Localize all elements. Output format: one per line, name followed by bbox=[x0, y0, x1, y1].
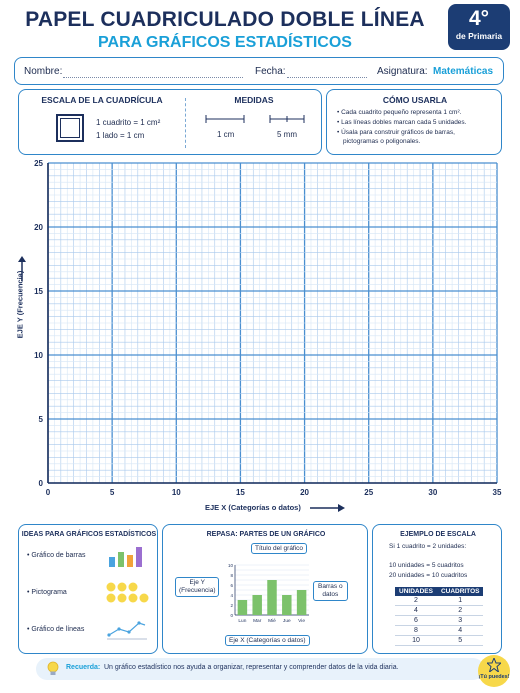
x-tick-label: 0 bbox=[45, 488, 51, 497]
label-bars: Barras o datos bbox=[313, 581, 348, 601]
mini-bar bbox=[297, 590, 306, 615]
mini-x-tick: Mié bbox=[268, 619, 276, 624]
square-icon bbox=[56, 114, 84, 142]
mini-y-tick: 8 bbox=[230, 573, 233, 578]
x-axis-label: EJE X (Categorías o datos) bbox=[205, 503, 301, 512]
table-row: 10 5 bbox=[395, 636, 483, 646]
date-field[interactable] bbox=[287, 77, 367, 78]
table-row: 2 1 bbox=[395, 596, 483, 606]
reminder-bar bbox=[36, 658, 484, 680]
scale-title: ESCALA DE LA CUADRÍCULA bbox=[41, 95, 163, 105]
measure-2: 5 mm bbox=[277, 130, 297, 139]
reminder-label: Recuerda: bbox=[66, 664, 101, 671]
scale-table bbox=[395, 587, 483, 646]
y-tick-label: 25 bbox=[34, 159, 43, 168]
example-line-2: 20 unidades = 10 cuadritos bbox=[389, 572, 468, 579]
mini-bar bbox=[252, 595, 261, 615]
parts-title: REPASA: PARTES DE UN GRÁFICO bbox=[206, 531, 326, 538]
table-header: UNIDADES bbox=[395, 587, 437, 596]
mini-bar-chart bbox=[223, 559, 313, 629]
encouragement-badge bbox=[478, 655, 510, 687]
y-tick-label: 20 bbox=[34, 223, 43, 232]
lightbulb-icon bbox=[46, 661, 60, 677]
y-axis-label: EJE Y (Frecuencia) bbox=[15, 270, 25, 339]
example-panel bbox=[372, 524, 502, 654]
table-header: CUADRITOS bbox=[437, 587, 484, 596]
scale-line-2: 1 lado = 1 cm bbox=[96, 131, 145, 140]
mini-bar bbox=[267, 580, 276, 615]
mini-y-tick: 0 bbox=[230, 613, 233, 618]
label-y-axis: Eje Y (Frecuencia) bbox=[175, 577, 219, 597]
y-tick-label: 15 bbox=[34, 287, 43, 296]
arrow-right-icon bbox=[310, 504, 346, 512]
x-tick-label: 15 bbox=[235, 488, 245, 497]
howto-item: • Cada cuadrito pequeño representa 1 cm². bbox=[337, 109, 462, 116]
mini-y-tick: 2 bbox=[230, 603, 233, 608]
idea-item: • Gráfico de líneas bbox=[27, 626, 85, 633]
mini-bar bbox=[238, 600, 247, 615]
example-intro: Si 1 cuadrito = 2 unidades: bbox=[389, 543, 467, 550]
mini-y-tick: 4 bbox=[230, 593, 233, 598]
star-icon bbox=[487, 658, 501, 672]
ideas-panel bbox=[18, 524, 158, 654]
ideas-title: IDEAS PARA GRÁFICOS ESTADÍSTICOS bbox=[21, 531, 157, 538]
x-tick-label: 25 bbox=[364, 488, 374, 497]
grade-number: 4° bbox=[468, 7, 490, 30]
info-row bbox=[14, 57, 504, 85]
idea-item: • Gráfico de barras bbox=[27, 552, 86, 559]
measure-1: 1 cm bbox=[217, 130, 235, 139]
line-chart-icon bbox=[105, 617, 149, 641]
divider bbox=[185, 98, 186, 148]
mini-x-tick: Jue bbox=[282, 619, 291, 624]
scale-panel bbox=[18, 89, 322, 155]
howto-item: • Las líneas dobles marcan cada 5 unidades. bbox=[337, 119, 467, 126]
scale-line-1: 1 cuadrito = 1 cm² bbox=[96, 118, 161, 127]
parts-panel bbox=[162, 524, 368, 654]
x-tick-label: 5 bbox=[109, 488, 115, 497]
bar-chart-icon bbox=[107, 543, 149, 569]
badge-text: ¡Tú puedes! bbox=[478, 674, 510, 680]
howto-panel bbox=[326, 89, 502, 155]
mini-x-tick: Mar bbox=[253, 619, 262, 624]
table-row: 6 3 bbox=[395, 616, 483, 626]
table-row: 8 4 bbox=[395, 626, 483, 636]
y-tick-label: 10 bbox=[34, 351, 43, 360]
grid-area bbox=[0, 150, 520, 520]
date-label: Fecha: bbox=[255, 66, 286, 77]
mini-y-tick: 6 bbox=[230, 583, 233, 588]
x-tick-label: 10 bbox=[171, 488, 181, 497]
mini-y-tick: 10 bbox=[227, 563, 233, 568]
example-title: EJEMPLO DE ESCALA bbox=[400, 531, 476, 538]
mini-x-tick: Vie bbox=[298, 619, 306, 624]
measures-title: MEDIDAS bbox=[234, 95, 274, 105]
page-subtitle: PARA GRÁFICOS ESTADÍSTICOS bbox=[98, 34, 352, 51]
howto-item: pictogramas o poligonales. bbox=[343, 138, 421, 145]
label-chart-title: Título del gráfico bbox=[251, 543, 307, 554]
name-label: Nombre: bbox=[24, 66, 63, 77]
x-tick-label: 35 bbox=[492, 488, 502, 497]
idea-item: • Pictograma bbox=[27, 589, 67, 596]
subject-label: Asignatura: bbox=[377, 66, 428, 77]
pictogram-icon bbox=[105, 581, 151, 605]
reminder-text: Un gráfico estadístico nos ayuda a organizar, representar y comprender datos de la vida diaria. bbox=[104, 664, 399, 671]
grade-badge bbox=[448, 4, 510, 50]
mini-bar bbox=[282, 595, 291, 615]
ruler-icon bbox=[204, 112, 314, 126]
howto-title: CÓMO USARLA bbox=[382, 95, 448, 105]
label-x-axis: Eje X (Categorías o datos) bbox=[225, 635, 310, 646]
howto-item: • Úsala para construir gráficos de barras, bbox=[337, 129, 455, 136]
arrow-up-icon bbox=[18, 256, 26, 282]
y-tick-label: 5 bbox=[38, 415, 43, 424]
x-tick-label: 20 bbox=[300, 488, 310, 497]
example-line-1: 10 unidades = 5 cuadritos bbox=[389, 562, 464, 569]
subject-value: Matemáticas bbox=[433, 66, 494, 77]
page-title: PAPEL CUADRICULADO DOBLE LÍNEA bbox=[25, 8, 425, 31]
grade-label: de Primaria bbox=[455, 31, 503, 41]
y-tick-label: 0 bbox=[38, 479, 43, 488]
mini-x-tick: Lun bbox=[238, 619, 247, 624]
table-row: 4 2 bbox=[395, 606, 483, 616]
name-field[interactable] bbox=[63, 77, 243, 78]
x-tick-label: 30 bbox=[428, 488, 438, 497]
